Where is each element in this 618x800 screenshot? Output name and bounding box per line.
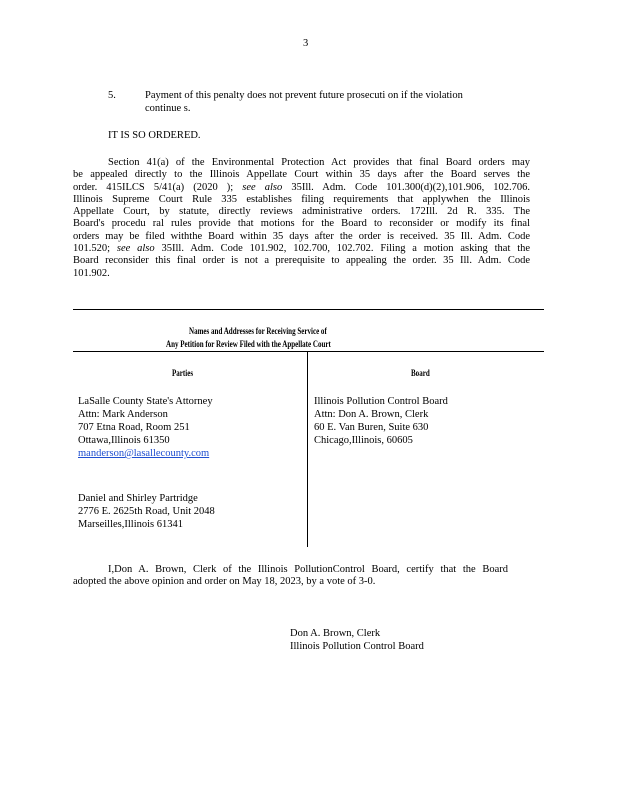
paragraph-line: Appellate Court, by statute, directly reviews administrative orders. 172Ill. 2d R. 335. The — [73, 206, 530, 218]
page-number: 3 — [303, 38, 309, 49]
table-column-divider — [307, 351, 308, 547]
paragraph-line: Section 41(a) of the Environmental Protection Act provides that final Board orders may — [108, 157, 530, 168]
party-city: Marseilles,Illinois 61341 — [78, 519, 183, 530]
party-attn: Attn: Mark Anderson — [78, 409, 168, 420]
column-header-board: Board — [411, 368, 430, 378]
paragraph-line: Board reconsider this final order is not a prerequisite to appealing the order. 35 Ill. Adm. Code — [73, 255, 530, 267]
paragraph-line: 101.520; see also 35Ill. Adm. Code 101.902, 102.700, 102.702. Filing a motion asking that the — [73, 243, 531, 255]
party-street: 707 Etna Road, Room 251 — [78, 422, 190, 433]
list-item-text: Payment of this penalty does not prevent future prosecuti on if the violation — [145, 90, 463, 101]
signature-block — [290, 627, 424, 653]
paragraph-line: be appealed directly to the Illinois Appellate Court within 35 days after the Board serves the — [73, 169, 530, 181]
paragraph-line: order. 415ILCS 5/41(a) (2020 ); see also 35Ill. Adm. Code 101.300(d)(2),101.906, 102.706. — [73, 181, 531, 193]
party-address — [78, 395, 235, 460]
paragraph-line: Illinois Supreme Court Rule 335 establishes filing requirements that applywhen the Illinois — [73, 193, 530, 205]
certification-paragraph — [73, 564, 508, 589]
list-item-text-cont: continue s. — [145, 103, 191, 114]
party-name: LaSalle County State's Attorney — [78, 396, 213, 407]
list-item-number: 5. — [108, 90, 116, 101]
board-street: 60 E. Van Buren, Suite 630 — [314, 422, 429, 433]
table-top-rule — [73, 309, 544, 310]
paragraph-line: adopted the above opinion and order on May 18, 2023, by a vote of 3-0. — [73, 576, 376, 588]
table-title-line2: Any Petition for Review Filed with the Appellate Court — [166, 339, 331, 349]
ordered-statement: IT IS SO ORDERED. — [108, 130, 201, 141]
board-address — [314, 395, 448, 447]
paragraph-line: 101.902. — [73, 267, 110, 279]
party-street: 2776 E. 2625th Road, Unit 2048 — [78, 506, 215, 517]
board-attn: Attn: Don A. Brown, Clerk — [314, 409, 429, 420]
table-header-rule — [73, 351, 544, 352]
table-title-line1: Names and Addresses for Receiving Service of — [189, 326, 327, 336]
party-address — [78, 492, 215, 531]
board-name: Illinois Pollution Control Board — [314, 396, 448, 407]
party-name: Daniel and Shirley Partridge — [78, 493, 198, 504]
party-city: Ottawa,Illinois 61350 — [78, 435, 170, 446]
signature-title: Illinois Pollution Control Board — [290, 641, 424, 652]
signature-name: Don A. Brown, Clerk — [290, 628, 381, 639]
board-city: Chicago,Illinois, 60605 — [314, 435, 413, 446]
appeal-paragraph — [73, 157, 530, 280]
party-email-link[interactable]: manderson@lasallecounty.com — [78, 448, 210, 459]
paragraph-line: Board's procedu ral rules provide that motions for the Board to reconsider or modify its final — [73, 218, 530, 230]
paragraph-line: I,Don A. Brown, Clerk of the Illinois PollutionControl Board, certify that the Board — [108, 564, 508, 575]
paragraph-line: orders may be filed withthe Board within 35 days after the order is received. 35 Ill. Adm. Code — [73, 230, 530, 242]
column-header-parties: Parties — [172, 368, 194, 378]
